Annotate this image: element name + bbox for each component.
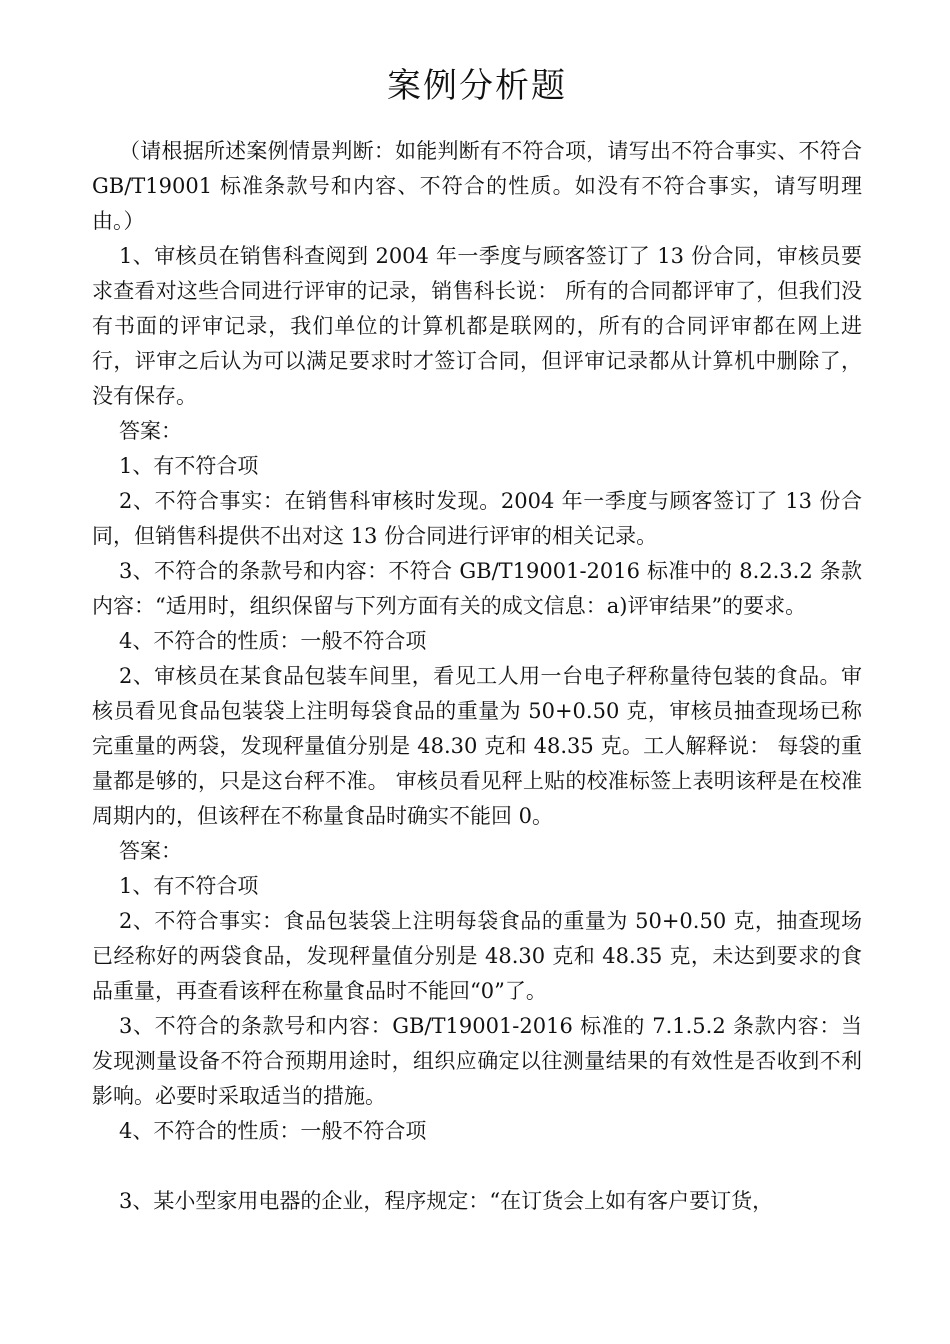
intro-paragraph: （请根据所述案例情景判断：如能判断有不符合项，请写出不符合事实、不符合 GB/T19001 标准条款号和内容、不符合的性质。如没有不符合事实，请写明理由。）	[92, 139, 862, 233]
case1-question: 1、审核员在销售科查阅到 2004 年一季度与顾客签订了 13 份合同，审核员要求查看对这些合同进行评审的记录，销售科长说： 所有的合同都评审了，但我们没有书面的评审记录，我们单位的计算机都是联网的，所有的合同评审都在网上进行，评审之后认为可以满足要求时才签订合同，但评审记录都从计算机中删除了，没有保存。	[92, 244, 862, 408]
case3-question: 3、某小型家用电器的企业，程序规定：“在订货会上如有客户要订货，	[119, 1189, 774, 1213]
case1-answer-2: 2、不符合事实：在销售科审核时发现。2004 年一季度与顾客签订了 13 份合同，但销售科提供不出对这 13 份合同进行评审的相关记录。	[92, 489, 862, 548]
document-page	[92, 60, 862, 1219]
blank-line	[92, 1149, 862, 1184]
case2-answer-1: 1、有不符合项	[119, 874, 259, 898]
case2-answer-4: 4、不符合的性质：一般不符合项	[119, 1119, 427, 1143]
case2-answer-2: 2、不符合事实：食品包装袋上注明每袋食品的重量为 50+0.50 克，抽查现场已经称好的两袋食品，发现秤量值分别是 48.30 克和 48.35 克，未达到要求的食品重量，再查看该秤在称量食品时不能回“0”了。	[92, 909, 862, 1003]
document-title: 案例分析题	[387, 66, 567, 106]
case1-answer-1: 1、有不符合项	[119, 454, 259, 478]
case2-question: 2、审核员在某食品包装车间里，看见工人用一台电子秤称量待包装的食品。审核员看见食品包装袋上注明每袋食品的重量为 50+0.50 克，审核员抽查现场已称完重量的两袋，发现秤量值分别是 48.30 克和 48.35 克。工人解释说： 每袋的重量都是够的，只是这台秤不准。 审核员看见秤上贴的校准标签上表明该秤是在校准周期内的，但该秤在不称量食品时确实不能回 0。	[92, 664, 862, 828]
case2-answer-3: 3、不符合的条款号和内容：GB/T19001-2016 标准的 7.1.5.2 条款内容：当发现测量设备不符合预期用途时，组织应确定以往测量结果的有效性是否收到不利影响。必要时采取适当的措施。	[92, 1014, 862, 1108]
case1-answer-3: 3、不符合的条款号和内容：不符合 GB/T19001-2016 标准中的 8.2.3.2 条款内容：“适用时，组织保留与下列方面有关的成文信息：a)评审结果”的要求。	[92, 559, 862, 618]
case1-answer-4: 4、不符合的性质：一般不符合项	[119, 629, 427, 653]
case2-answer-label: 答案：	[119, 839, 182, 863]
case1-answer-label: 答案：	[119, 419, 182, 443]
